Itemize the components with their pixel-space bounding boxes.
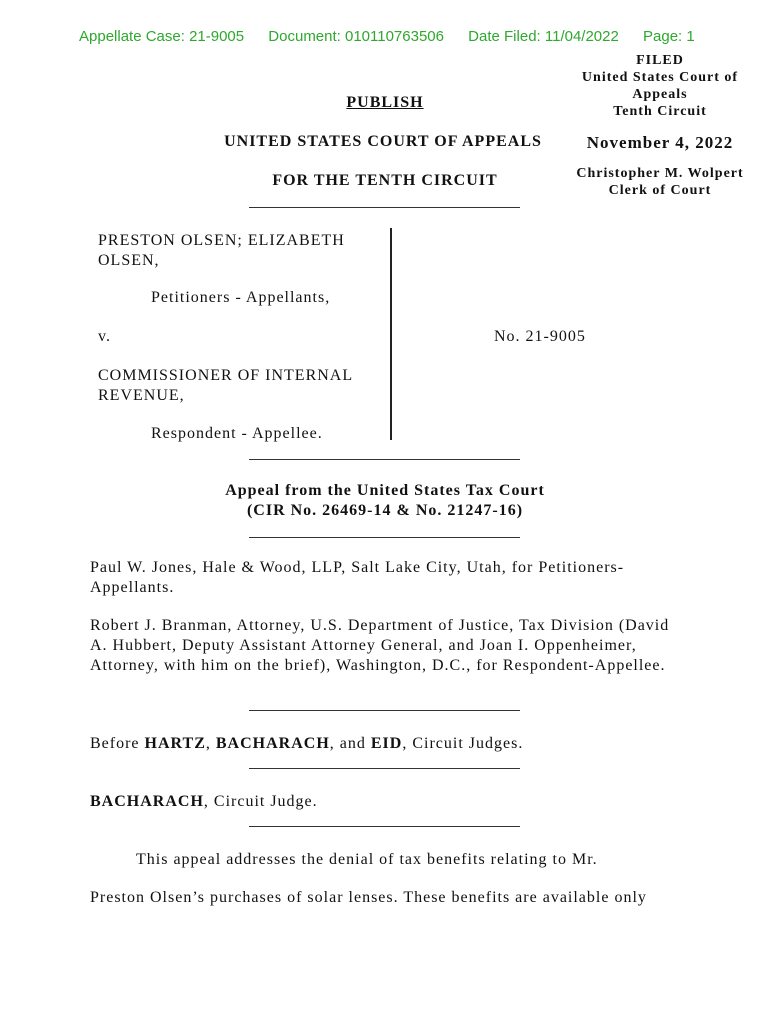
filed-circuit: Tenth Circuit xyxy=(613,104,707,119)
publish-label: PUBLISH xyxy=(346,94,424,111)
clerk-title: Clerk of Court xyxy=(608,183,712,198)
author-line xyxy=(90,792,690,812)
judge-bacharach: BACHARACH xyxy=(215,735,330,752)
author-name: BACHARACH xyxy=(90,793,204,810)
author-suffix: , Circuit Judge. xyxy=(203,793,318,810)
filed-stamp xyxy=(560,52,760,199)
filed-court: United States Court of xyxy=(581,70,739,85)
divider xyxy=(249,207,520,208)
respondent-line-2: REVENUE, xyxy=(98,387,185,404)
case-number-header: Appellate Case: 21-9005 xyxy=(79,28,245,45)
divider xyxy=(249,710,520,711)
panel-line xyxy=(90,734,690,754)
counsel-petitioners: Paul W. Jones, Hale & Wood, LLP, Salt Lake City, Utah, for Petitioners-Appellants. xyxy=(90,559,625,596)
caption-divider xyxy=(390,228,392,440)
panel-before: Before xyxy=(90,735,145,752)
filed-date: November 4, 2022 xyxy=(586,133,734,152)
appeal-line-1: Appeal from the United States Tax Court xyxy=(225,482,545,499)
circuit-title: FOR THE TENTH CIRCUIT xyxy=(272,172,498,189)
respondent-line-1: COMMISSIONER OF INTERNAL xyxy=(98,367,354,384)
clerk-name: Christopher M. Wolpert xyxy=(576,166,744,181)
judge-hartz: HARTZ xyxy=(144,735,206,752)
document-header xyxy=(79,28,715,45)
counsel-respondent: Robert J. Branman, Attorney, U.S. Department of Justice, Tax Division (David A. Hubbert, Deputy Assistant Attorney General, and Joan I. Oppenheimer, Attorney, with him on the brief), Washington, D.C., for Respondent-Appellee. xyxy=(90,617,670,674)
filed-label: FILED xyxy=(636,53,684,68)
appeal-line-2: (CIR No. 26469-14 & No. 21247-16) xyxy=(246,502,524,519)
filed-appeals: Appeals xyxy=(632,87,688,102)
case-number: No. 21-9005 xyxy=(494,328,586,345)
opinion-line-1: This appeal addresses the denial of tax benefits relating to Mr. xyxy=(136,851,598,868)
petitioners-line-2: OLSEN, xyxy=(98,252,160,269)
divider xyxy=(249,826,520,827)
judge-eid: EID xyxy=(370,735,403,752)
court-title: UNITED STATES COURT OF APPEALS xyxy=(224,133,542,150)
panel-suffix: , Circuit Judges. xyxy=(402,735,524,752)
divider xyxy=(249,537,520,538)
divider xyxy=(249,768,520,769)
respondent-name xyxy=(98,366,353,406)
divider xyxy=(249,459,520,460)
petitioners-name xyxy=(98,231,345,271)
petitioners-line-1: PRESTON OLSEN; ELIZABETH xyxy=(98,232,345,249)
document-number-header: Document: 010110763506 xyxy=(268,28,444,45)
petitioners-role: Petitioners - Appellants, xyxy=(151,289,331,306)
opinion-line-2: Preston Olsen’s purchases of solar lenses. These benefits are available only xyxy=(90,889,647,906)
panel-sep: , and xyxy=(329,735,371,752)
page-number-header: Page: 1 xyxy=(643,28,695,45)
respondent-role: Respondent - Appellee. xyxy=(151,425,323,442)
panel-sep: , xyxy=(205,735,216,752)
date-filed-header: Date Filed: 11/04/2022 xyxy=(468,28,619,45)
versus-label: v. xyxy=(98,328,111,345)
